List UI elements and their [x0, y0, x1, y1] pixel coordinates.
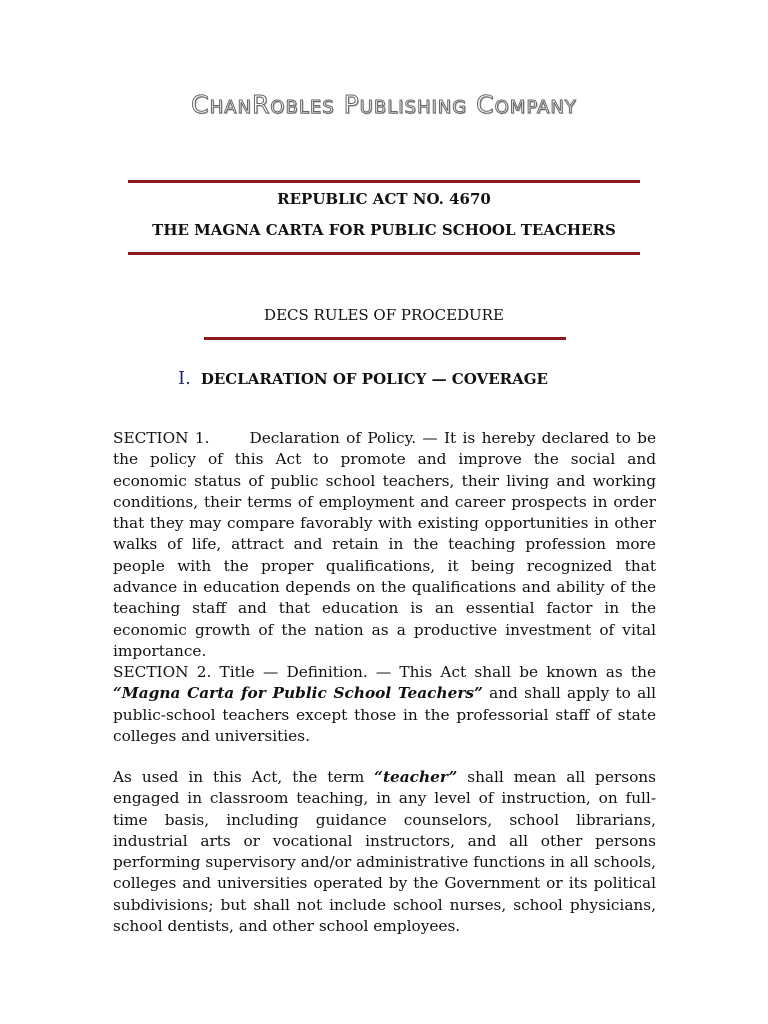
section-1-text: Declaration of Policy. — It is hereby declared to be the policy of this Act to promote and improve the social and economic status of public school teachers, their living and working conditions, their terms of employment and career prospects in order that they may compare favorably with existing opportunities in other walks of life, attract and retain in the teaching profession more people with the proper qualifications, it being recognized that advance in education depends on the qualifications and ability of the teaching staff and that education is an essential factor in the economic growth of the nation as a productive investment of vital importance.	[113, 429, 656, 660]
section-2-paragraph	[113, 662, 656, 747]
section-1-label: SECTION 1.	[113, 429, 210, 447]
section-numeral: I.	[178, 368, 191, 389]
section-1-paragraph	[113, 428, 656, 662]
subtitle-rule	[204, 337, 566, 340]
act-number: REPUBLIC ACT NO. 4670	[277, 190, 491, 208]
rules-subtitle: DECS RULES OF PROCEDURE	[264, 306, 504, 324]
section-2-rest: and shall apply to all public-school teachers except those in the professorial staff of state colleges and universities.	[113, 684, 656, 745]
header-rule-top	[128, 180, 640, 183]
section-2-emphasis: “Magna Carta for Public School Teachers”	[113, 684, 483, 703]
section-heading-text: DECLARATION OF POLICY — COVERAGE	[200, 370, 548, 388]
definition-emphasis: “teacher”	[374, 768, 458, 786]
section-heading	[178, 368, 548, 389]
teacher-definition-paragraph	[113, 767, 656, 937]
act-title: THE MAGNA CARTA FOR PUBLIC SCHOOL TEACHERS	[152, 221, 616, 239]
section-2-lead: SECTION 2. Title — Definition. — This Act shall be known as the	[113, 663, 656, 681]
header-rule-bottom	[128, 252, 640, 255]
publisher-logo-text: ChanRobles Publishing Company	[191, 90, 577, 119]
definition-rest: shall mean all persons engaged in classroom teaching, in any level of instruction, on full- time basis, including guidance counselors, school librarians, industrial arts or vocational instructors, and all other persons performing supervisory and/or administrative functions in all schools, colleges and universities operated by the Government or its political subdivisions; but shall not include school nurses, school physicians, school dentists, and other school employees.	[113, 768, 656, 936]
definition-lead: As used in this Act, the term	[113, 768, 375, 786]
